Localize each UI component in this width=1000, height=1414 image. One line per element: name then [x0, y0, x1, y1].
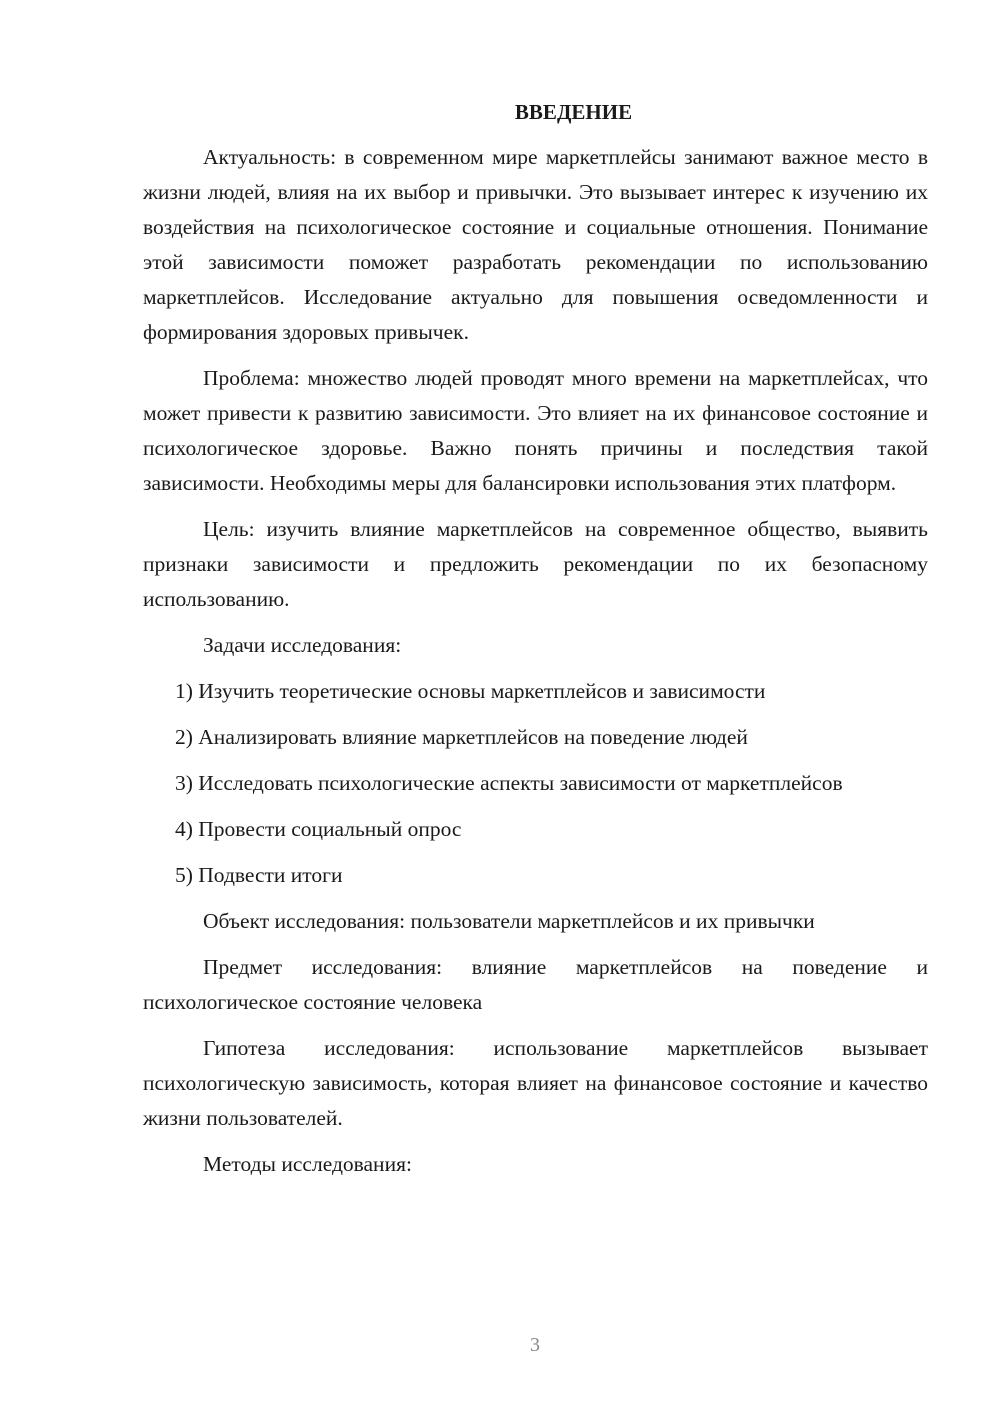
subject-paragraph: Предмет исследования: влияние маркетплейсов на поведение и психологическое состояние человека [143, 955, 928, 1014]
task-item-5: 5) Подвести итоги [175, 863, 343, 887]
problem-paragraph: Проблема: множество людей проводят много времени на маркетплейсах, что может привести к развитию зависимости. Это влияет на их финансовое состояние и психологическое здоровье. Важно понять причины и последствия такой зависимости. Необходимы меры для балансировки использования этих платформ. [143, 366, 928, 495]
page-content [143, 95, 928, 1193]
task-item-1: 1) Изучить теоретические основы маркетплейсов и зависимости [175, 679, 766, 703]
task-item-2: 2) Анализировать влияние маркетплейсов на поведение людей [175, 725, 748, 749]
page-number: 3 [530, 1334, 540, 1356]
section-heading: ВВЕДЕНИЕ [514, 100, 633, 124]
task-item-4: 4) Провести социальный опрос [175, 817, 462, 841]
goal-paragraph: Цель: изучить влияние маркетплейсов на современное общество, выявить признаки зависимости и предложить рекомендации по их безопасному использованию. [143, 517, 928, 611]
hypothesis-paragraph: Гипотеза исследования: использование маркетплейсов вызывает психологическую зависимость, которая влияет на финансовое состояние и качество жизни пользователей. [143, 1036, 928, 1130]
relevance-paragraph: Актуальность: в современном мире маркетплейсы занимают важное место в жизни людей, влияя на их выбор и привычки. Это вызывает интерес к изучению их воздействия на психологическое состояние и социальные отношения. Понимание этой зависимости поможет разработать рекомендации по использованию маркетплейсов. Исследование актуально для повышения осведомленности и формирования здоровых привычек. [143, 145, 928, 344]
task-item-3: 3) Исследовать психологические аспекты зависимости от маркетплейсов [175, 771, 843, 795]
methods-title: Методы исследования: [203, 1152, 412, 1176]
tasks-title: Задачи исследования: [203, 633, 402, 657]
object-paragraph: Объект исследования: пользователи маркетплейсов и их привычки [203, 909, 815, 933]
